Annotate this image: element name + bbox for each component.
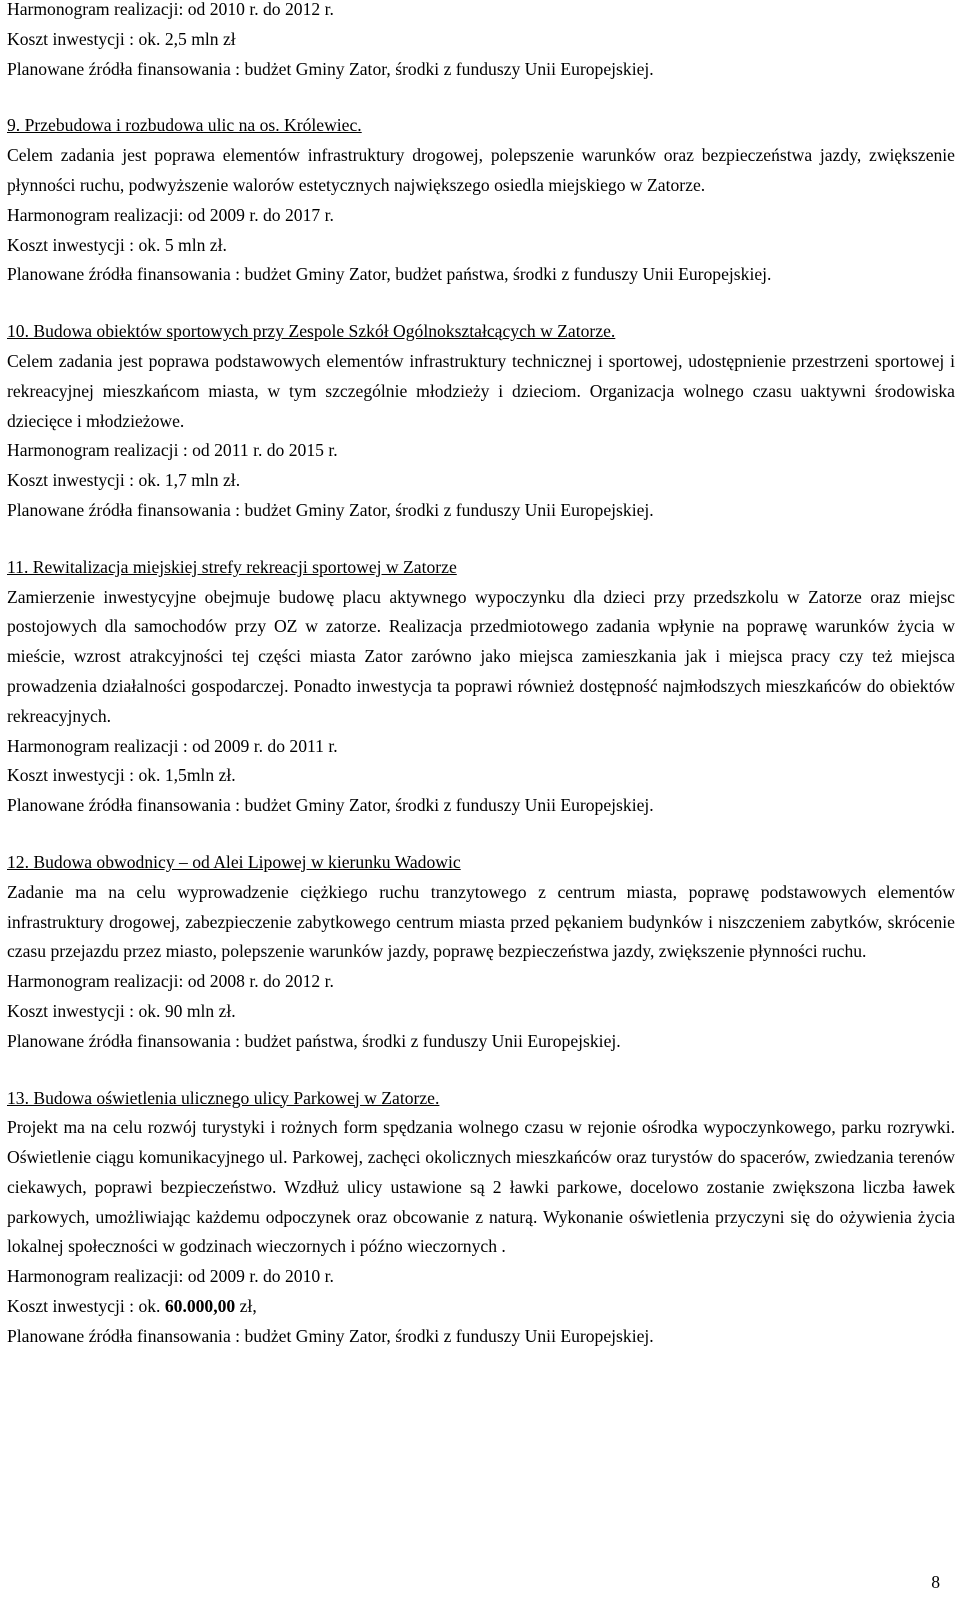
item-10-harmonogram: Harmonogram realizacji : od 2011 r. do 2015 r. <box>7 440 338 461</box>
item-13-harmonogram: Harmonogram realizacji: od 2009 r. do 2010 r. <box>7 1266 334 1287</box>
item-10-zrodla: Planowane źródła finansowania : budżet Gminy Zator, środki z funduszy Unii Europejskiej. <box>7 499 654 520</box>
item-11-title: 11. Rewitalizacja miejskiej strefy rekreacji sportowej w Zatorze <box>7 556 457 577</box>
intro-koszt: Koszt inwestycji : ok. 2,5 mln zł <box>7 28 236 49</box>
spacer <box>7 290 955 317</box>
item-13-title: 13. Budowa oświetlenia ulicznego ulicy Parkowej w Zatorze. <box>7 1087 440 1108</box>
item-12-harmonogram: Harmonogram realizacji: od 2008 r. do 2012 r. <box>7 971 334 992</box>
spacer <box>7 1057 955 1084</box>
item-13-koszt-suffix: zł, <box>235 1296 257 1317</box>
item-9-harmonogram: Harmonogram realizacji: od 2009 r. do 2017 r. <box>7 204 334 225</box>
item-10-title: 10. Budowa obiektów sportowych przy Zespole Szkół Ogólnokształcących w Zatorze. <box>7 321 616 342</box>
document-body <box>7 0 955 1352</box>
item-9-koszt: Koszt inwestycji : ok. 5 mln zł. <box>7 234 227 255</box>
item-9-title: 9. Przebudowa i rozbudowa ulic na os. Królewiec. <box>7 115 362 136</box>
item-12-title: 12. Budowa obwodnicy – od Alei Lipowej w kierunku Wadowic <box>7 851 461 872</box>
page-number: 8 <box>931 1572 940 1593</box>
item-12-koszt: Koszt inwestycji : ok. 90 mln zł. <box>7 1000 236 1021</box>
item-9-zrodla: Planowane źródła finansowania : budżet Gminy Zator, budżet państwa, środki z funduszy Unii Europejskiej. <box>7 264 772 285</box>
item-11-harmonogram: Harmonogram realizacji : od 2009 r. do 2011 r. <box>7 735 338 756</box>
item-10-koszt: Koszt inwestycji : ok. 1,7 mln zł. <box>7 470 241 491</box>
item-13-body: Projekt ma na celu rozwój turystyki i rożnych form spędzania wolnego czasu w rejonie ośrodka wypoczynkowego, parku rozrywki. Oświetlenie ciągu komunikacyjnego ul. Parkowej, zachęci okolicznych mieszkańców oraz turystów do spacerów, zwiedzania terenów ciekawych, poprawi bezpieczeństwo. Wzdłuż ulicy ustawione są 2 ławki parkowe, docelowo zostanie zwiększona liczba ławek parkowych, umożliwiając każdemu odpoczynek oraz obcowanie z naturą. Wykonanie oświetlenia przyczyni się do ożywienia życia lokalnej społeczności w godzinach wieczornych i późno wieczornych . <box>7 1117 955 1257</box>
item-13-koszt <box>7 1292 955 1322</box>
spacer <box>7 84 955 111</box>
item-13-koszt-amount: 60.000,00 <box>164 1296 236 1317</box>
item-12-body: Zadanie ma na celu wyprowadzenie ciężkiego ruchu tranzytowego z centrum miasta, poprawę podstawowych elementów infrastruktury drogowej, zabezpieczenie zabytkowego centrum miasta przed pękaniem budynków i niszczeniem zabytków, skrócenie czasu przejazdu przez miasto, polepszenie warunków jazdy, poprawę bezpieczeństwa jazdy, zwiększenie płynności ruchu. <box>7 881 955 962</box>
item-11-zrodla: Planowane źródła finansowania : budżet Gminy Zator, środki z funduszy Unii Europejskiej. <box>7 795 654 816</box>
item-12-zrodla: Planowane źródła finansowania : budżet państwa, środki z funduszy Unii Europejskiej. <box>7 1030 621 1051</box>
item-13-zrodla: Planowane źródła finansowania : budżet Gminy Zator, środki z funduszy Unii Europejskiej. <box>7 1325 654 1346</box>
intro-harmonogram: Harmonogram realizacji: od 2010 r. do 2012 r. <box>7 0 334 19</box>
item-11-body: Zamierzenie inwestycyjne obejmuje budowę placu aktywnego wypoczynku dla dzieci przy przedszkolu w Zatorze oraz miejsc postojowych dla samochodów przy OZ w zatorze. Realizacja przedmiotowego zadania wpłynie na poprawę warunków życia w mieście, wzrost atrakcyjności tej części miasta Zator zarówno jako miejsca zamieszkania jak i miejsca pracy czy też miejsca prowadzenia działalności gospodarczej. Ponadto inwestycja ta poprawi również dostępność najmłodszych mieszkańców do obiektów rekreacyjnych. <box>7 586 955 726</box>
item-9-body: Celem zadania jest poprawa elementów infrastruktury drogowej, polepszenie warunków oraz bezpieczeństwa jazdy, zwiększenie płynności ruchu, podwyższenie walorów estetycznych największego osiedla miejskiego w Zatorze. <box>7 145 955 195</box>
item-13-koszt-prefix: Koszt inwestycji : ok. <box>7 1296 165 1317</box>
intro-zrodla: Planowane źródła finansowania : budżet Gminy Zator, środki z funduszy Unii Europejskiej. <box>7 58 654 79</box>
spacer <box>7 526 955 553</box>
spacer <box>7 821 955 848</box>
item-11-koszt: Koszt inwestycji : ok. 1,5mln zł. <box>7 765 236 786</box>
item-10-body: Celem zadania jest poprawa podstawowych elementów infrastruktury technicznej i sportowej, udostępnienie przestrzeni sportowej i rekreacyjnej mieszkańcom miasta, w tym szczególnie młodzieży i dzieciom. Organizacja wolnego czasu uaktywni środowiska dziecięce i młodzieżowe. <box>7 350 955 431</box>
